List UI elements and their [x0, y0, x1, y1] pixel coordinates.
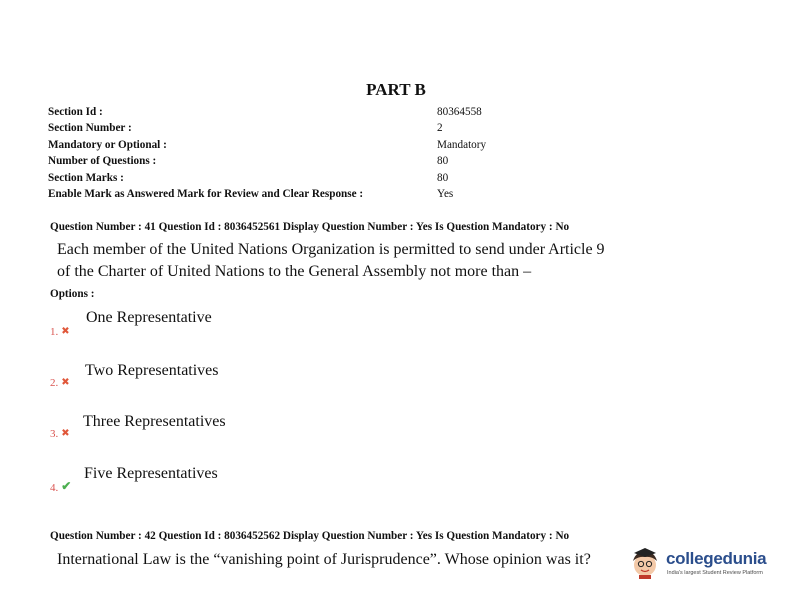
question-42-text: International Law is the “vanishing point of Jurisprudence”. Whose opinion was it?: [57, 551, 591, 568]
option-3-number: [50, 428, 70, 440]
meta-row-section-number: [48, 120, 648, 136]
cross-icon: ✖: [61, 428, 70, 439]
option-2-number: [50, 377, 70, 389]
collegedunia-logo: [628, 543, 778, 585]
meta-value: 2: [437, 122, 443, 135]
meta-value: 80: [437, 171, 449, 184]
cross-icon: ✖: [61, 326, 70, 337]
meta-key: Mandatory or Optional :: [48, 138, 167, 151]
mascot-icon: [630, 547, 660, 579]
meta-row-section-id: [48, 104, 648, 120]
section-meta: [48, 104, 648, 202]
option-1-number: [50, 326, 70, 338]
meta-row-enable-mark: [48, 186, 648, 202]
option-3-text: Three Representatives: [83, 413, 226, 430]
part-title: PART B: [366, 80, 426, 99]
option-number-text: 1.: [50, 326, 59, 338]
option-4-text: Five Representatives: [84, 465, 218, 482]
logo-name: collegedunia: [666, 549, 767, 568]
meta-row-num-questions: [48, 153, 648, 169]
option-number-text: 3.: [50, 428, 59, 440]
meta-key: Enable Mark as Answered Mark for Review and Clear Response :: [48, 187, 364, 200]
question-41-text: [57, 239, 605, 283]
meta-value: 80: [437, 155, 449, 168]
meta-value: 80364558: [437, 106, 482, 118]
question-41-line-1: Each member of the United Nations Organization is permitted to send under Article 9: [57, 241, 605, 258]
meta-key: Section Number :: [48, 122, 132, 135]
check-icon: ✔: [61, 479, 72, 493]
options-label: Options :: [50, 288, 95, 300]
option-number-text: 4.: [50, 482, 59, 494]
meta-key: Section Id :: [48, 106, 103, 118]
question-41-line-2: of the Charter of United Nations to the General Assembly not more than –: [57, 263, 532, 280]
option-1-text: One Representative: [86, 309, 212, 326]
option-number-text: 2.: [50, 377, 59, 389]
cross-icon: ✖: [61, 377, 70, 388]
option-2-text: Two Representatives: [85, 362, 219, 379]
logo-tagline: India's largest Student Review Platform: [667, 570, 763, 576]
meta-value: Yes: [437, 187, 454, 200]
meta-value: Mandatory: [437, 138, 487, 151]
question-42-header: Question Number : 42 Question Id : 8036452562 Display Question Number : Yes Is Question Mandatory : No: [50, 530, 570, 542]
meta-key: Section Marks :: [48, 171, 124, 184]
meta-row-section-marks: [48, 170, 648, 186]
meta-row-mandatory: [48, 137, 648, 153]
question-41-header: Question Number : 41 Question Id : 8036452561 Display Question Number : Yes Is Question Mandatory : No: [50, 221, 570, 233]
option-4-number: [50, 479, 71, 494]
meta-key: Number of Questions :: [48, 155, 157, 168]
